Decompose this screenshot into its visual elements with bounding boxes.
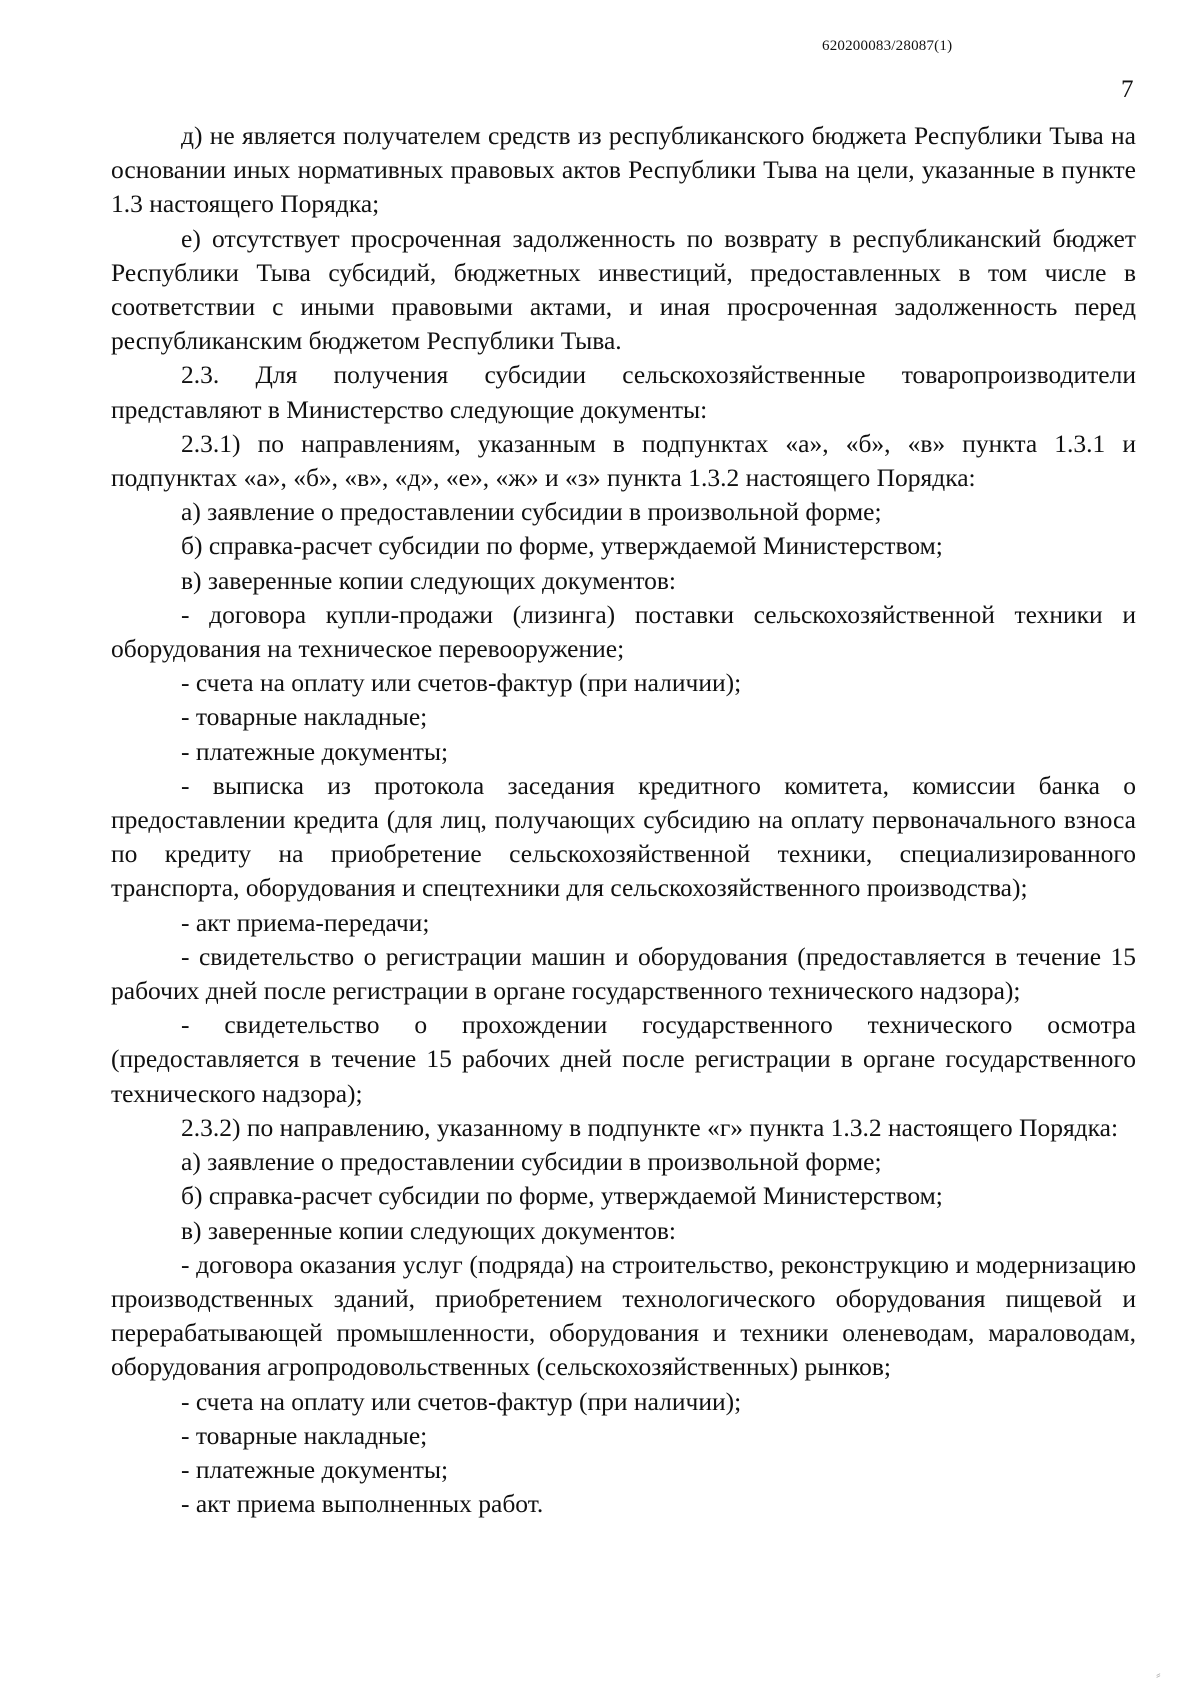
list-item: - договора купли-продажи (лизинга) поставки сельскохозяйственной техники и оборудования на техническое перевооружение; xyxy=(111,599,1136,664)
paragraph-2-3-1: 2.3.1) по направлениям, указанным в подпунктах «а», «б», «в» пункта 1.3.1 и подпунктах «а», «б», «в», «д», «е», «ж» и «з» пункта 1.3.2 настоящего Порядка: xyxy=(111,428,1136,493)
document-body xyxy=(111,119,1136,1521)
list-item: - свидетельство о регистрации машин и оборудования (предоставляется в течение 15 рабочих дней после регистрации в органе государственного технического надзора); xyxy=(111,941,1136,1006)
list-item: - свидетельство о прохождении государственного технического осмотра (предоставляется в течение 15 рабочих дней после регистрации в органе государственного технического надзора); xyxy=(111,1010,1136,1108)
list-item: в) заверенные копии следующих документов: xyxy=(181,565,677,595)
list-item: - товарные накладные; xyxy=(181,1420,428,1450)
list-item: б) справка-расчет субсидии по форме, утверждаемой Министерством; xyxy=(181,1181,943,1211)
list-item: а) заявление о предоставлении субсидии в произвольной форме; xyxy=(181,497,882,527)
paragraph-2-3-2: 2.3.2) по направлению, указанному в подпункте «г» пункта 1.3.2 настоящего Порядка: xyxy=(181,1112,1119,1142)
list-item: - акт приема выполненных работ. xyxy=(181,1489,544,1519)
list-item: в) заверенные копии следующих документов: xyxy=(181,1215,677,1245)
list-item: - счета на оплату или счетов-фактур (при наличии); xyxy=(181,1386,742,1416)
list-item: б) справка-расчет субсидии по форме, утверждаемой Министерством; xyxy=(181,531,943,561)
list-item: - договора оказания услуг (подряда) на строительство, реконструкцию и модернизацию производственных зданий, приобретением технологического оборудования пищевой и перерабатывающей промышленности, оборудования и техники оленеводам, мараловодам, оборудования агропродовольственных (сельскохозяйственных) рынков; xyxy=(111,1249,1136,1382)
paragraph-item-d: д) не является получателем средств из республиканского бюджета Республики Тыва на основании иных нормативных правовых актов Республики Тыва на цели, указанные в пункте 1.3 настоящего Порядка; xyxy=(111,121,1136,219)
page-number: 7 xyxy=(1121,76,1134,103)
paragraph-2-3: 2.3. Для получения субсидии сельскохозяйственные товаропроизводители представляют в Министерство следующие документы: xyxy=(111,360,1136,424)
list-item: а) заявление о предоставлении субсидии в произвольной форме; xyxy=(181,1147,882,1177)
list-item: - счета на оплату или счетов-фактур (при наличии); xyxy=(181,668,742,698)
paragraph-item-e: е) отсутствует просроченная задолженность по возврату в республиканский бюджет Республики Тыва субсидий, бюджетных инвестиций, предоставленных в том числе в соответствии с иными правовыми актами, и иная просроченная задолженность перед республиканским бюджетом Республики Тыва. xyxy=(111,223,1136,356)
list-item: - платежные документы; xyxy=(181,736,449,766)
list-item: - выписка из протокола заседания кредитного комитета, комиссии банка о предоставлении кредита (для лиц, получающих субсидию на оплату первоначального взноса по кредиту на приобретение сельскохозяйственной техники, специализированного транспорта, оборудования и спецтехники для сельскохозяйственного производства); xyxy=(111,770,1136,903)
list-item: - акт приема-передачи; xyxy=(181,907,430,937)
document-code: 620200083/28087(1) xyxy=(822,38,953,54)
list-item: - товарные накладные; xyxy=(181,702,428,732)
list-item: - платежные документы; xyxy=(181,1454,449,1484)
scan-mark-icon: ⸗ xyxy=(1156,1668,1161,1683)
